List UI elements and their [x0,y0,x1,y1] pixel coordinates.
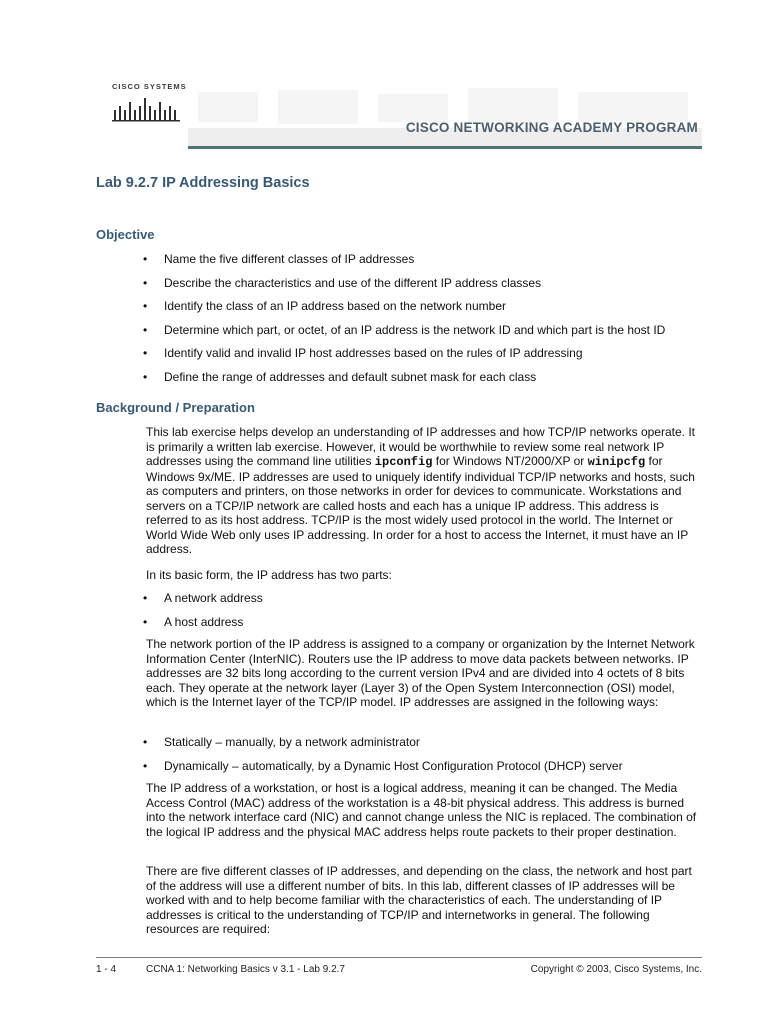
background-paragraph-4: The IP address of a workstation, or host is a logical address, meaning it can be changed. The Media Access Control (MAC) address of the workstation is a 48-bit physical address. This address is burned into the network interface card (NIC) and cannot change unless the NIC is replaced. The combination of the logical IP address and the physical MAC address helps route packets to their proper destination. [146,781,697,839]
objective-heading: Objective [96,227,155,242]
program-banner: CISCO NETWORKING ACADEMY PROGRAM [405,120,698,135]
list-item: • Define the range of addresses and default subnet mask for each class [143,369,537,384]
winipcfg-command: winipcfg [587,455,646,469]
background-paragraph-3: The network portion of the IP address is assigned to a company or organization by the Internet Network Information Center (InterNIC). Routers use the IP address to move data packets between networks. IP addresses are 32 bits long according to the current version IPv4 and are divided into 4 octets of 8 bits each. They operate at the network layer (Layer 3) of the Open System Interconnection (OSI) model, which is the Internet layer of the TCP/IP model. IP addresses are assigned in the following ways: [146,637,695,709]
page-number: 1 - 4 [96,964,117,975]
cisco-logo-text: CISCO SYSTEMS [112,82,187,91]
background-paragraph-5: There are five different classes of IP addresses, and depending on the class, the network and host part of the address will use a different number of bits. In this lab, different classes of IP addresses will be worked with and to help become familiar with the characteristics of each. The understanding of IP addresses is critical to the understanding of TCP/IP and internetworks in general. The following resources are required: [146,864,692,936]
list-item: • Identify the class of an IP address based on the network number [143,299,506,313]
list-item: • Identify valid and invalid IP host addresses based on the rules of IP addressing [143,346,583,360]
list-item: • A host address [143,614,244,629]
objective-list [143,252,666,393]
background-paragraph-1: This lab exercise helps develop an understanding of IP addresses and how TCP/IP networks operate. It is primarily a written lab exercise. However, it would be worthwhile to review some real network IP addresses using the command line utilities ipconfig for Windows NT/2000/XP or winipcfg for Windows 9x/ME. IP addresses are used to uniquely identify individual TCP/IP networks and hosts, such as computers and printers, on those networks in order for devices to communicate. Workstations and servers on a TCP/IP network are called hosts and each has a unique IP address. This address is referred to as its host address. TCP/IP is the most widely used protocol in the world. The Internet or World Wide Web only uses IP addressing. In order for a host to access the Internet, it must have an IP address. [146,425,695,556]
background-heading: Background / Preparation [96,400,255,415]
list-item: • Name the five different classes of IP addresses [143,252,415,266]
list-item: • Dynamically – automatically, by a Dynamic Host Configuration Protocol (DHCP) server [143,758,623,773]
list-item: • Determine which part, or octet, of an IP address is the network ID and which part is the host ID [143,322,666,337]
cisco-logo-icon [112,94,184,122]
address-parts-list [143,591,263,638]
lab-title: Lab 9.2.7 IP Addressing Basics [96,175,310,191]
footer-rule [96,957,702,958]
list-item: • Statically – manually, by a network administrator [143,735,420,749]
copyright: Copyright © 2003, Cisco Systems, Inc. [530,964,702,975]
ipconfig-command: ipconfig [374,455,433,469]
banner-rule [188,146,702,149]
list-item: • A network address [143,591,263,605]
course-reference: CCNA 1: Networking Basics v 3.1 - Lab 9.2.7 [146,964,345,975]
background-paragraph-2: In its basic form, the IP address has two parts: [146,568,392,582]
assignment-ways-list [143,735,623,782]
list-item: • Describe the characteristics and use of the different IP address classes [143,275,542,290]
